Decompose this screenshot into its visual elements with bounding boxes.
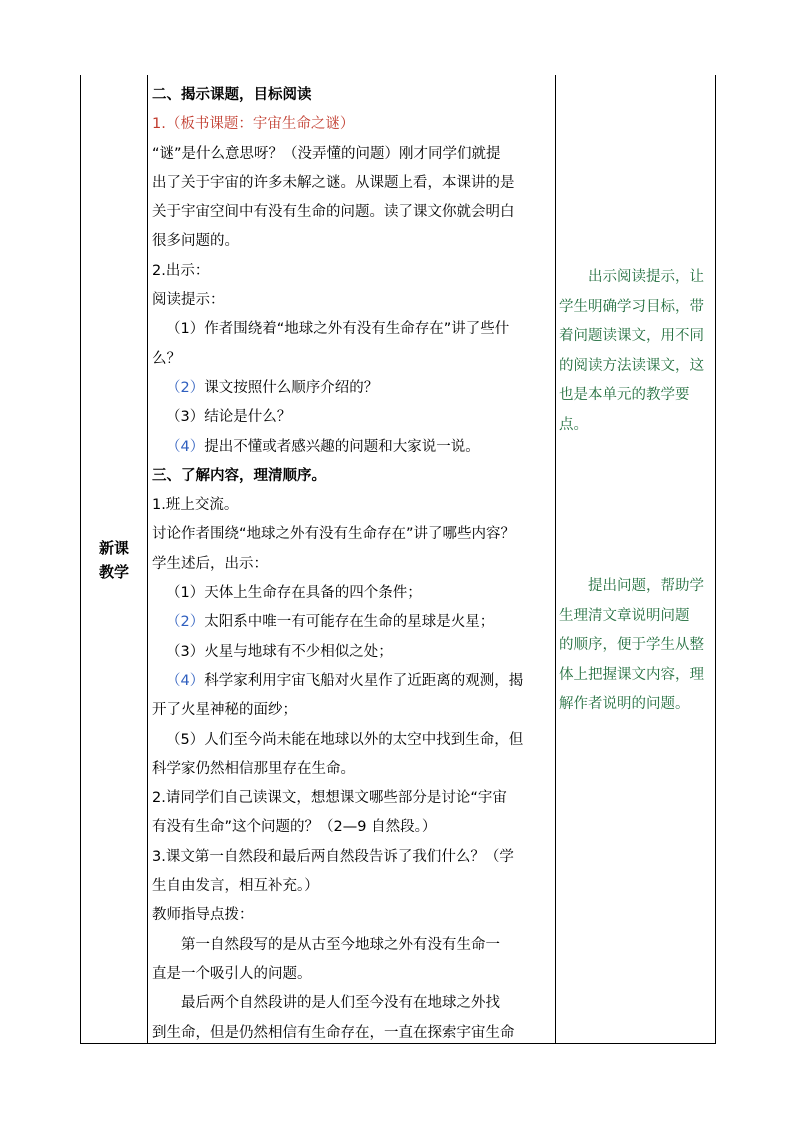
content-line: （4）科学家利用宇宙飞船对火星作了近距离的观测，揭 xyxy=(166,672,524,689)
note-line: 出示阅读提示，让 xyxy=(588,269,704,285)
content-line: 生自由发言，相互补充。） xyxy=(152,878,319,895)
content-line: 二、揭示课题，目标阅读 xyxy=(152,87,312,103)
lesson-table xyxy=(80,75,716,1044)
content-line: （4）提出不懂或者感兴趣的问题和大家说一说。 xyxy=(166,438,480,455)
content-line: 2.出示： xyxy=(152,262,210,279)
content-line: （1）作者围绕着“地球之外有没有生命存在”讲了些什 xyxy=(166,321,510,338)
section-label xyxy=(81,536,147,584)
content-line: 出了关于宇宙的许多未解之谜。从课题上看，本课讲的是 xyxy=(152,174,515,191)
note-line: 的顺序，便于学生从整 xyxy=(559,637,704,653)
content-line: “谜”是什么意思呀？（没弄懂的问题）刚才同学们就提 xyxy=(152,145,501,162)
content-line: 讨论作者围绕“地球之外有没有生命存在”讲了哪些内容？ xyxy=(152,526,516,543)
content-line: 很多问题的。 xyxy=(152,233,239,250)
note-line: 的阅读方法读课文，这 xyxy=(559,357,704,374)
content-line: 3.课文第一自然段和最后两自然段告诉了我们什么？（学 xyxy=(152,848,514,865)
section-label-line: 新课 xyxy=(98,539,129,557)
content-line: 第一自然段写的是从古至今地球之外有没有生命一 xyxy=(181,936,500,953)
section-label-line: 教学 xyxy=(98,563,129,581)
content-line: 1.班上交流。 xyxy=(152,497,239,514)
teaching-note-1 xyxy=(559,263,711,440)
content-line: （5）人们至今尚未能在地球以外的太空中找到生命，但 xyxy=(166,731,524,748)
content-line: （2）课文按照什么顺序介绍的？ xyxy=(166,379,379,396)
note-line: 着问题读课文，用不同 xyxy=(559,328,704,344)
note-line: 体上把握课文内容，理 xyxy=(559,666,704,683)
content-line: 1.（板书课题：宇宙生命之谜） xyxy=(152,116,355,133)
content-line: 阅读提示： xyxy=(152,292,225,309)
column-divider xyxy=(147,75,148,1043)
note-line: 也是本单元的教学要 xyxy=(559,387,690,403)
note-line: 生理清文章说明问题 xyxy=(559,607,690,624)
column-divider xyxy=(555,75,556,1043)
content-line: 学生述后，出示： xyxy=(152,555,268,572)
note-line: 提出问题，帮助学 xyxy=(588,578,704,594)
content-line: （3）结论是什么？ xyxy=(166,409,292,426)
note-line: 点。 xyxy=(559,416,588,433)
note-line: 学生明确学习目标，带 xyxy=(559,298,704,315)
teaching-note-2 xyxy=(559,572,711,720)
lesson-content xyxy=(152,81,552,1048)
content-line: （3）火星与地球有不少相似之处； xyxy=(166,643,393,660)
content-line: 关于宇宙空间中有没有生命的问题。读了课文你就会明白 xyxy=(152,204,515,221)
content-line: 么？ xyxy=(152,350,181,367)
content-line: 有没有生命”这个问题的？（2—9 自然段。） xyxy=(152,819,437,836)
content-line: 教师指导点拨： xyxy=(152,907,254,924)
content-line: 科学家仍然相信那里存在生命。 xyxy=(152,760,355,777)
content-line: 三、了解内容，理清顺序。 xyxy=(152,467,326,484)
content-line: （1）天体上生命存在具备的四个条件； xyxy=(166,585,422,602)
content-line: 开了火星神秘的面纱； xyxy=(152,702,297,719)
content-line: 2.请同学们自己读课文，想想课文哪些部分是讨论“宇宙 xyxy=(152,790,507,807)
content-line: 到生命，但是仍然相信有生命存在，一直在探索宇宙生命 xyxy=(152,1024,515,1041)
content-line: 最后两个自然段讲的是人们至今没有在地球之外找 xyxy=(181,995,500,1012)
note-line: 解作者说明的问题。 xyxy=(559,696,690,712)
content-line: 直是一个吸引人的问题。 xyxy=(152,965,312,982)
content-line: （2）太阳系中唯一有可能存在生命的星球是火星； xyxy=(166,614,495,631)
